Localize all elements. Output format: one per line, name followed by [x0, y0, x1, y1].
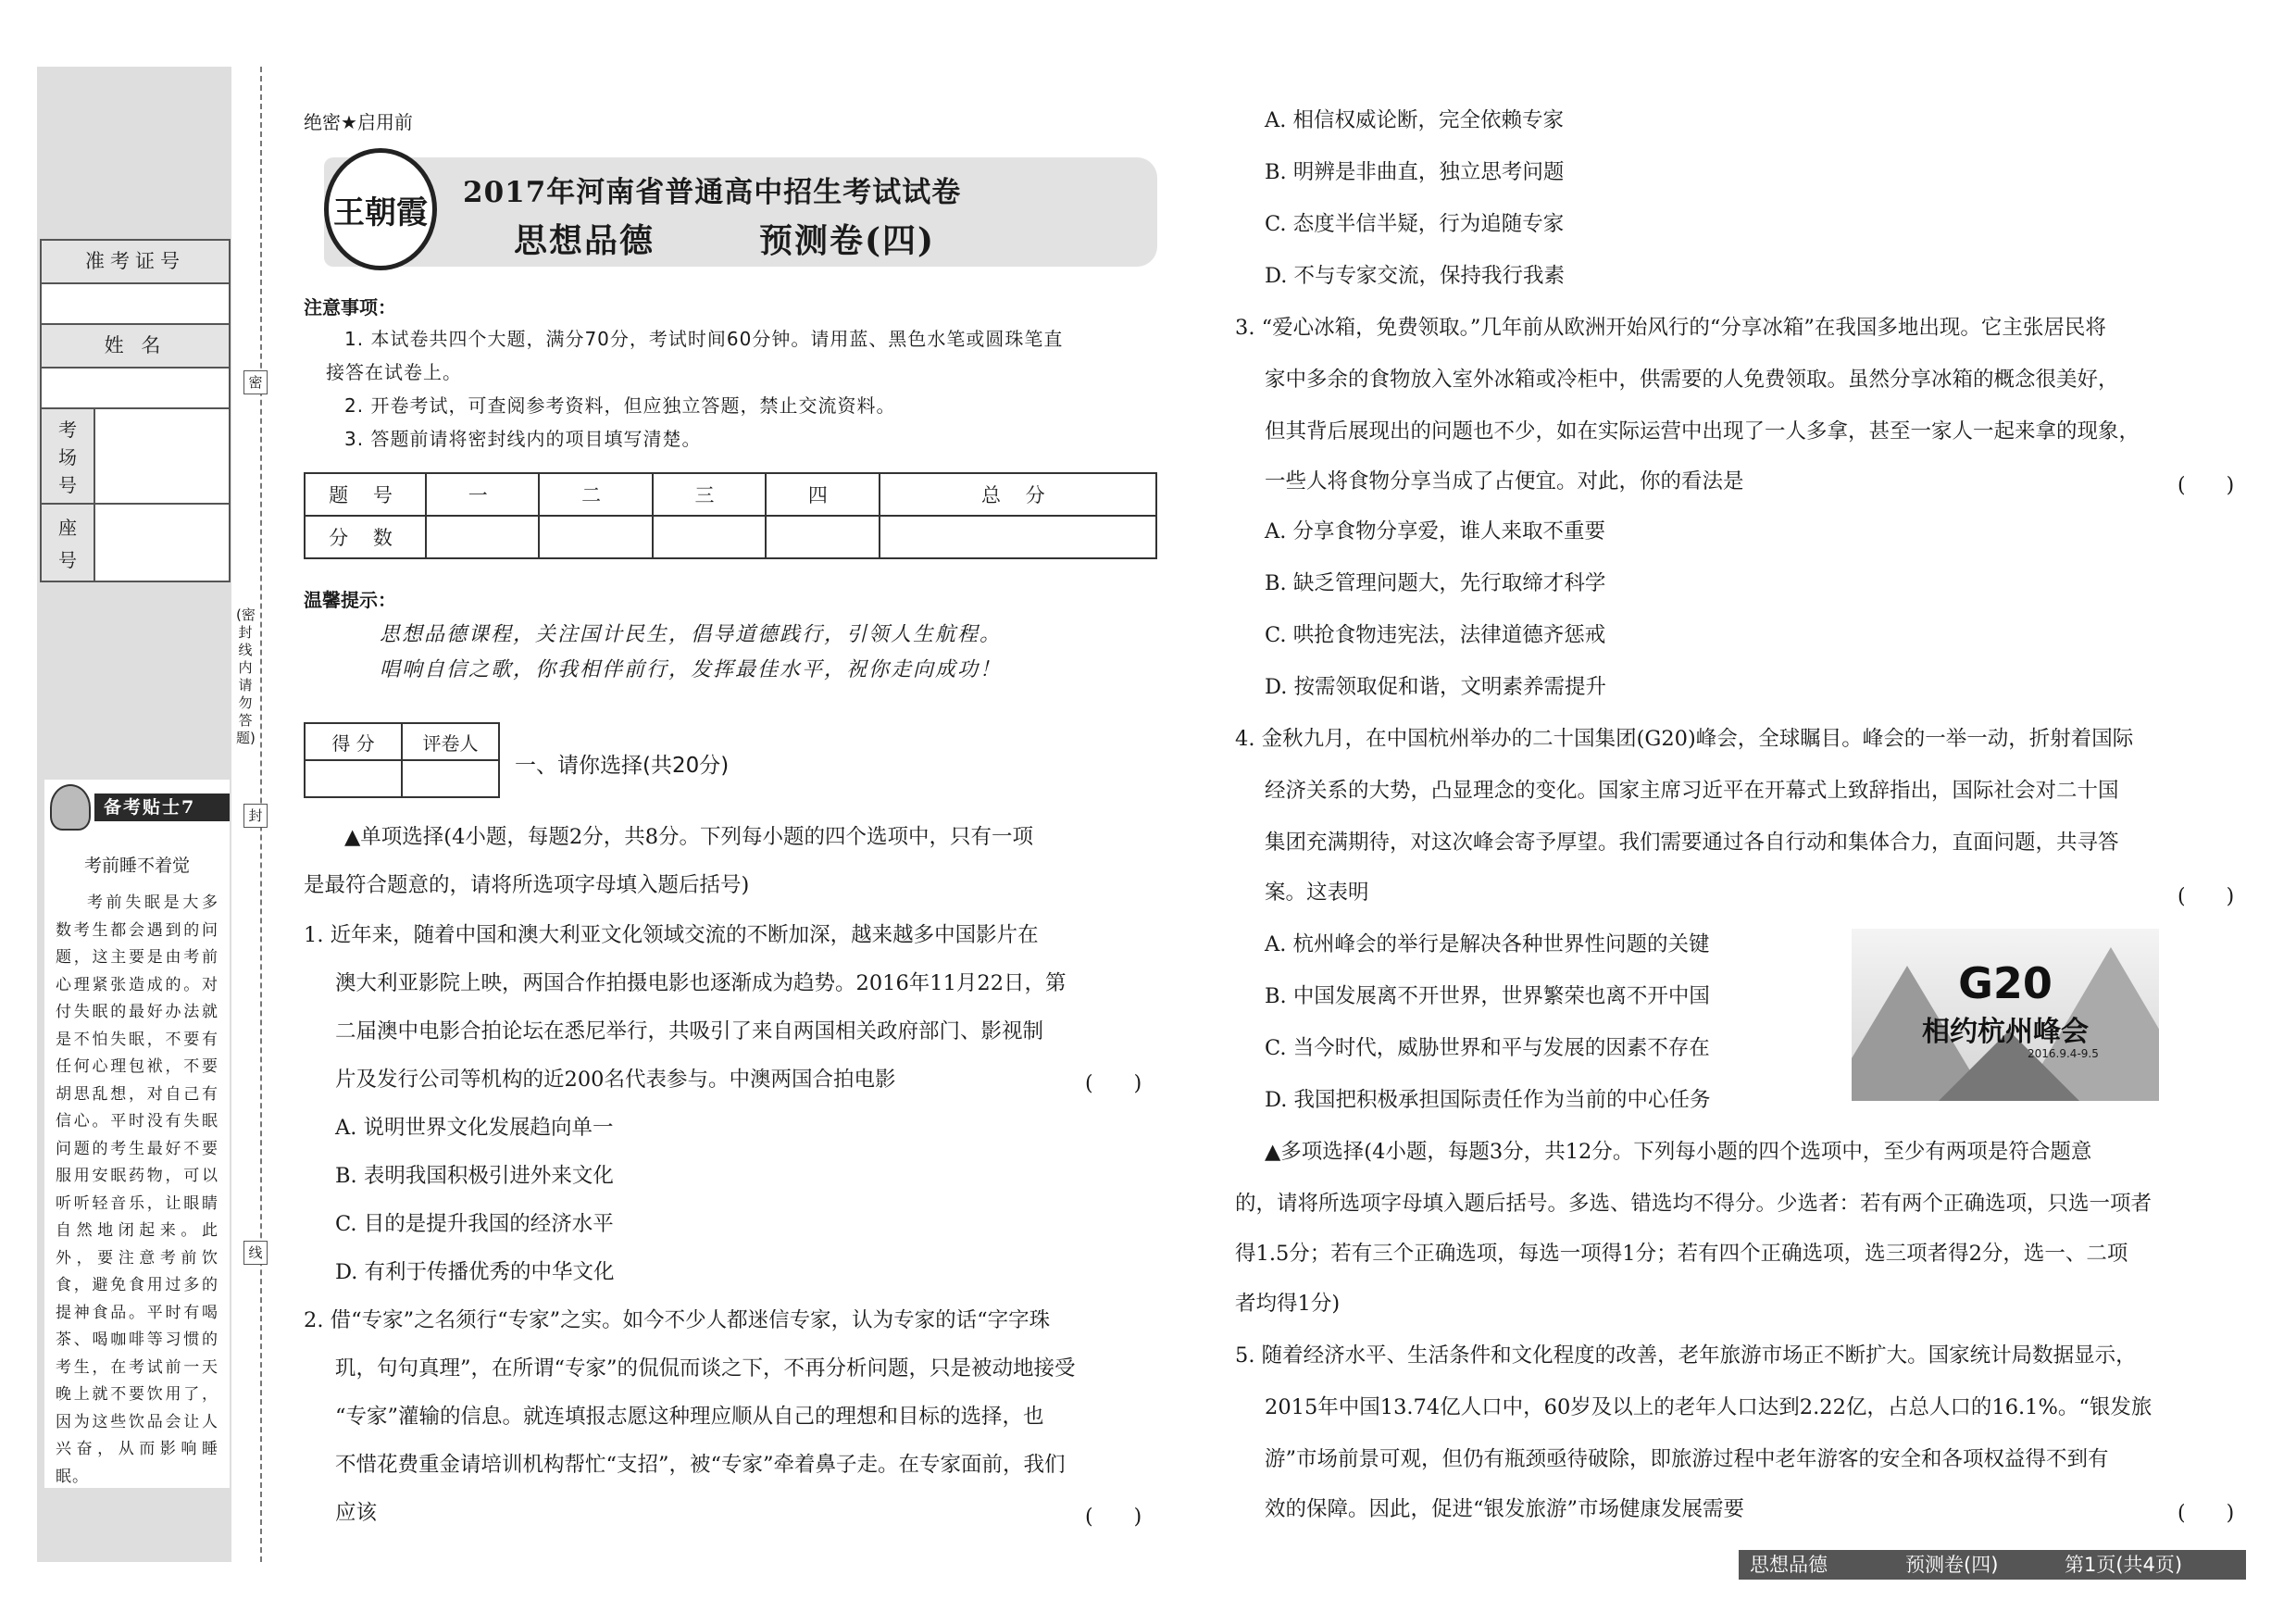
exam-title: 2017年河南省普通高中招生考试试卷 [463, 176, 962, 209]
g20-subtitle: 相约杭州峰会 [1922, 1016, 2089, 1048]
option-item: D. 按需领取促和谐，文明素养需提升 [1265, 675, 1607, 699]
table-cell: 分 数 [305, 516, 426, 558]
mascot-icon [50, 784, 91, 831]
question-line: 2015年中国13.74亿人口中，60岁及以上的老年人口达到2.22亿，占总人口的16.1%。“银发旅 [1265, 1395, 2152, 1419]
option-item: B. 中国发展离不开世界，世界繁荣也离不开中国 [1265, 984, 1710, 1008]
table-cell: 题 号 [305, 473, 426, 516]
question-line: 4. 金秋九月，在中国杭州举办的二十国集团(G20)峰会，全球瞩目。峰会的一举一动，折射着国际 [1235, 727, 2134, 751]
question-line: “专家”灌输的信息。就连填报志愿这种理应顺从自己的理想和目标的选择，也 [335, 1405, 1044, 1429]
option-item: C. 目的是提升我国的经济水平 [335, 1212, 614, 1236]
option-item: A. 相信权威论断，完全依赖专家 [1265, 108, 1565, 132]
name-label: 姓 名 [42, 325, 229, 367]
grader-table [304, 722, 500, 798]
seal-char-mi: 密 [243, 370, 268, 394]
question-line: 应该 [335, 1501, 378, 1525]
notice-line: 3. 答题前请将密封线内的项目填写清楚。 [344, 428, 702, 450]
table-cell: 三 [653, 473, 766, 516]
question-line: 一些人将食物分享当成了占便宜。对此，你的看法是 [1265, 469, 1744, 494]
option-item: A. 分享食物分享爱，谁人来取不重要 [1265, 519, 1606, 544]
score-cell[interactable] [766, 516, 879, 558]
name-field[interactable] [42, 369, 229, 407]
question-line: 1. 近年来，随着中国和澳大利亚文化领域交流的不断加深，越来越多中国影片在 [304, 923, 1039, 947]
seal-char-feng: 封 [243, 804, 268, 828]
table-row [305, 473, 1156, 516]
table-cell: 评卷人 [402, 723, 499, 760]
answer-bracket[interactable]: ( ) [2177, 885, 2235, 908]
table-cell: 一 [426, 473, 539, 516]
question-line: 玑，句句真理”，在所谓“专家”的侃侃而谈之下，不再分析问题，只是被动地接受 [335, 1356, 1076, 1381]
option-item: D. 有利于传播优秀的中华文化 [335, 1260, 615, 1284]
page-footer [1739, 1550, 2246, 1580]
footer-paper: 预测卷(四) [1905, 1554, 1999, 1576]
paper-title: 预测卷(四) [759, 221, 936, 260]
question-line: 经济关系的大势，凸显理念的变化。国家主席习近平在开幕式上致辞指出，国际社会对二十国 [1265, 779, 2119, 803]
seat-label: 座 号 [42, 505, 95, 581]
subject-title: 思想品德 [514, 221, 655, 260]
confidential-mark: 绝密★启用前 [304, 111, 413, 133]
question-line: 但其背后展现出的问题也不少，如在实际运营中出现了一人多拿，甚至一家人一起来拿的现象， [1265, 419, 2140, 444]
instruction-line: ▲单项选择(4小题，每题2分，共8分。下列每小题的四个选项中，只有一项 [344, 825, 1034, 849]
answer-bracket[interactable]: ( ) [1085, 1072, 1142, 1095]
exam-room-field[interactable] [42, 409, 229, 505]
tip-title: 考前睡不着觉 [83, 856, 190, 876]
seal-char-xian: 线 [243, 1241, 268, 1265]
score-cell[interactable] [880, 516, 1156, 558]
score-cell[interactable] [305, 760, 402, 797]
score-table [304, 472, 1157, 559]
g20-date: 2016.9.4-9.5 [2028, 1047, 2099, 1060]
question-line: 二届澳中电影合拍论坛在悉尼举行，共吸引了来自两国相关政府部门、影视制 [335, 1019, 1044, 1043]
warm-tip-line: 思想品德课程，关注国计民生，倡导道德践行，引领人生航程。 [380, 623, 1003, 646]
grader-cell[interactable] [402, 760, 499, 797]
option-item: C. 哄抢食物违宪法，法律道德齐惩戒 [1265, 623, 1606, 647]
table-row [305, 516, 1156, 558]
exam-id-field[interactable] [42, 284, 229, 323]
option-item: B. 明辨是非曲直，独立思考问题 [1265, 160, 1565, 184]
footer-page: 第1页(共4页) [2065, 1554, 2183, 1576]
publisher-logo: 王朝霞 [324, 148, 437, 270]
tip-body: 考前失眠是大多数考生都会遇到的问题，这主要是由考前心理紧张造成的。对付失眠的最好办法就是不怕失眠，不要有任何心理包袱，不要胡思乱想，对自己有信心。平时没有失眠问题的考生最好不要服用安眠药物，可以听听轻音乐，让眼睛自然地闭起来。此外，要注意考前饮食，避免食用过多的提神食品。平时有喝茶、喝咖啡等习惯的考生，在考试前一天晚上就不要饮用了，因为这些饮品会让人兴奋，从而影响睡眠。 [56, 893, 218, 1486]
option-item: A. 说明世界文化发展趋向单一 [335, 1116, 614, 1140]
option-item: A. 杭州峰会的举行是解决各种世界性问题的关键 [1265, 932, 1710, 956]
question-line: 案。这表明 [1265, 881, 1369, 905]
instruction-line: 得1.5分；若有三个正确选项，每选一项得1分；若有四个正确选项，选三项者得2分，选一、二项 [1235, 1242, 2128, 1266]
section-heading: 一、请你选择(共20分) [515, 754, 730, 778]
option-item: D. 我国把积极承担国际责任作为当前的中心任务 [1265, 1088, 1711, 1112]
option-item: B. 表明我国积极引进外来文化 [335, 1164, 614, 1188]
notice-line: 2. 开卷考试，可查阅参考资料，但应独立答题，禁止交流资料。 [344, 394, 896, 417]
table-cell: 得 分 [305, 723, 402, 760]
question-line: 不惜花费重金请培训机构帮忙“支招”，被“专家”牵着鼻子走。在专家面前，我们 [335, 1453, 1066, 1477]
warm-tip-heading: 温馨提示： [304, 589, 396, 611]
exam-tip-box [44, 780, 230, 1488]
score-cell[interactable] [539, 516, 652, 558]
option-item: C. 当今时代，威胁世界和平与发展的因素不存在 [1265, 1036, 1710, 1060]
answer-bracket[interactable]: ( ) [2177, 1502, 2235, 1525]
footer-subject: 思想品德 [1750, 1554, 1828, 1576]
instruction-line: ▲多项选择(4小题，每题3分，共12分。下列每小题的四个选项中，至少有两项是符合题意 [1265, 1140, 2092, 1164]
notice-line: 接答在试卷上。 [326, 361, 462, 383]
option-item: C. 态度半信半疑，行为追随专家 [1265, 212, 1565, 236]
instruction-line: 的，请将所选项字母填入题后括号。多选、错选均不得分。少选者：若有两个正确选项，只选一项者 [1235, 1192, 2152, 1216]
question-line: 5. 随着经济水平、生活条件和文化程度的改善，老年旅游市场正不断扩大。国家统计局数据显示， [1235, 1343, 2137, 1368]
candidate-info-box [40, 239, 231, 582]
table-cell: 总 分 [880, 473, 1156, 516]
instruction-line: 是最符合题意的，请将所选项字母填入题后括号) [304, 873, 750, 897]
g20-illustration [1852, 929, 2159, 1101]
question-line: 集团充满期待，对这次峰会寄予厚望。我们需要通过各自行动和集体合力，直面问题，共寻答 [1265, 831, 2119, 855]
exam-id-label: 准考证号 [42, 241, 229, 282]
answer-bracket[interactable]: ( ) [2177, 474, 2235, 497]
question-line: 片及发行公司等机构的近200名代表参与。中澳两国合拍电影 [335, 1068, 896, 1092]
question-line: 效的保障。因此，促进“银发旅游”市场健康发展需要 [1265, 1497, 1745, 1521]
question-line: 家中多余的食物放入室外冰箱或冷柜中，供需要的人免费领取。虽然分享冰箱的概念很美好， [1265, 368, 2119, 392]
question-line: 游”市场前景可观，但仍有瓶颈亟待破除，即旅游过程中老年游客的安全和各项权益得不到有 [1265, 1447, 2109, 1471]
notice-heading: 注意事项： [304, 296, 396, 319]
table-cell: 二 [539, 473, 652, 516]
instruction-line: 者均得1分) [1235, 1292, 1341, 1316]
table-cell: 四 [766, 473, 879, 516]
option-item: D. 不与专家交流，保持我行我素 [1265, 264, 1566, 288]
question-line: 2. 借“专家”之名须行“专家”之实。如今不少人都迷信专家，认为专家的话“字字珠 [304, 1308, 1051, 1332]
option-item: B. 缺乏管理问题大，先行取缔才科学 [1265, 571, 1606, 595]
answer-bracket[interactable]: ( ) [1085, 1506, 1142, 1529]
g20-title: G20 [1958, 958, 2053, 1008]
score-cell[interactable] [653, 516, 766, 558]
seal-note: (密封线内请勿答题) [236, 606, 256, 746]
score-cell[interactable] [426, 516, 539, 558]
seat-field[interactable] [42, 505, 229, 581]
question-line: 3. “爱心冰箱，免费领取。”几年前从欧洲开始风行的“分享冰箱”在我国多地出现。它主张居民将 [1235, 316, 2106, 340]
exam-room-label: 考 场 号 [42, 409, 95, 503]
notice-line: 1. 本试卷共四个大题，满分70分，考试时间60分钟。请用蓝、黑色水笔或圆珠笔直 [344, 328, 1064, 350]
tip-tag: 备考贴士7 [94, 794, 230, 821]
warm-tip-line: 唱响自信之歌，你我相伴前行，发挥最佳水平，祝你走向成功！ [380, 658, 1003, 681]
question-line: 澳大利亚影院上映，两国合作拍摄电影也逐渐成为趋势。2016年11月22日，第 [335, 971, 1067, 995]
